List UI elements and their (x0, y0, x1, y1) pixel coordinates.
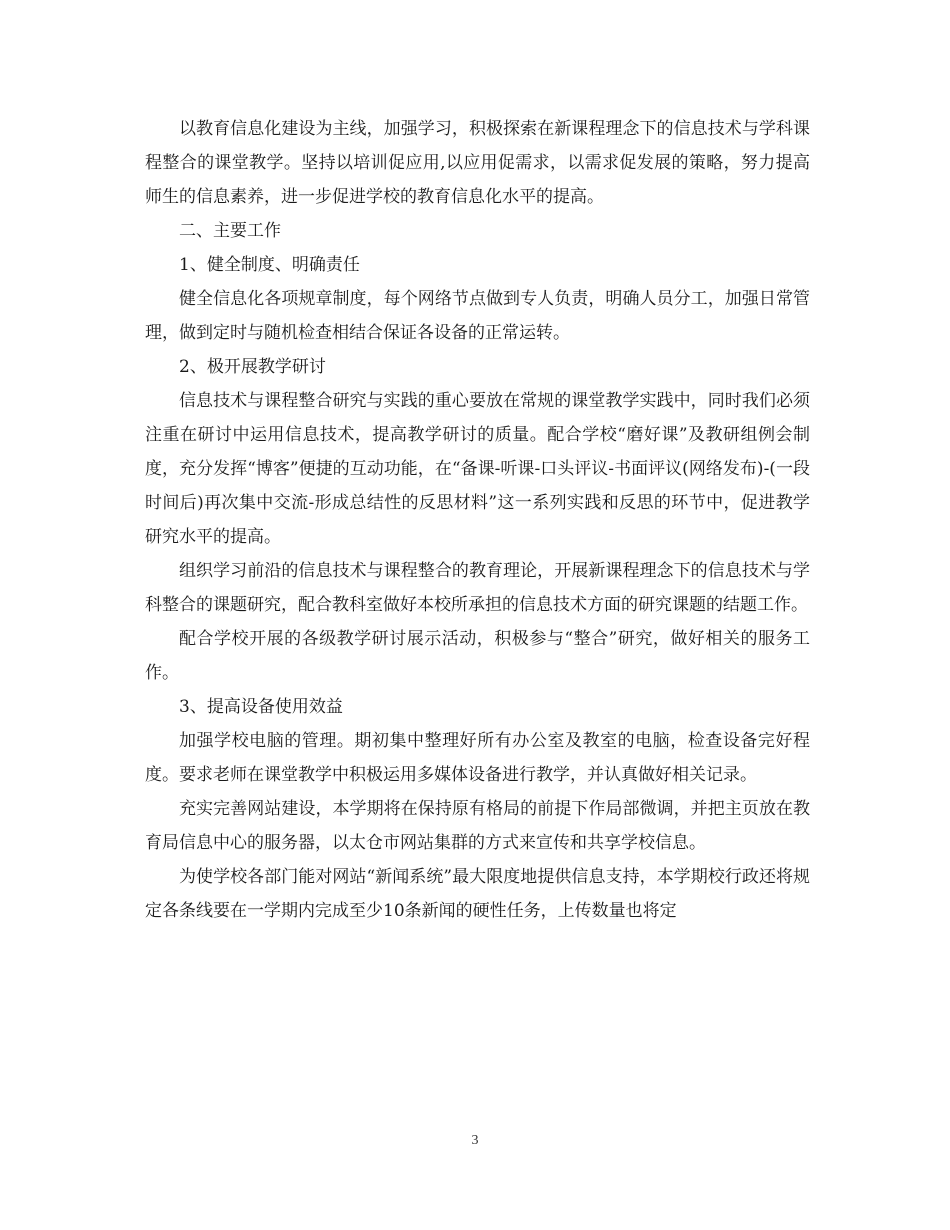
paragraph-study-theory: 组织学习前沿的信息技术与课程整合的教育理论，开展新课程理念下的信息技术与学科整合的课题研究，配合教科室做好本校所承担的信息技术方面的研究课题的结题工作。 (145, 561, 810, 615)
paragraph-cooperate-activities: 配合学校开展的各级教学研讨展示活动，积极参与“整合”研究，做好相关的服务工作。 (145, 629, 810, 683)
paragraph-rules: 健全信息化各项规章制度，每个网络节点做到专人负责，明确人员分工，加强日常管理，做到定时与随机检查相结合保证各设备的正常运转。 (145, 289, 810, 343)
document-body (145, 112, 810, 928)
paragraph-computer-management: 加强学校电脑的管理。期初集中整理好所有办公室及教室的电脑，检查设备完好程度。要求老师在课堂教学中积极运用多媒体设备进行教学，并认真做好相关记录。 (145, 731, 810, 785)
paragraph-intro: 以教育信息化建设为主线，加强学习，积极探索在新课程理念下的信息技术与学科课程整合的课堂教学。坚持以培训促应用,以应用促需求，以需求促发展的策略，努力提高师生的信息素养，进一步促进学校的教育信息化水平的提高。 (145, 119, 810, 207)
paragraph-research-focus: 信息技术与课程整合研究与实践的重心要放在常规的课堂教学实践中，同时我们必须注重在研讨中运用信息技术，提高教学研讨的质量。配合学校“磨好课”及教研组例会制度，充分发挥“博客”便捷的互动功能，在“备课-听课-口头评议-书面评议(网络发布)-(一段时间后)再次集中交流-形成总结性的反思材料”这一系列实践和反思的环节中，促进教学研究水平的提高。 (145, 391, 810, 547)
paragraph-website-construction: 充实完善网站建设，本学期将在保持原有格局的前提下作局部微调，并把主页放在教育局信息中心的服务器，以太仓市网站集群的方式来宣传和共享学校信息。 (145, 799, 810, 853)
subheading-system-responsibility: 1、健全制度、明确责任 (179, 255, 360, 275)
subheading-teaching-research: 2、极开展教学研讨 (179, 357, 326, 377)
section-heading-main-work: 二、主要工作 (179, 221, 281, 241)
subheading-equipment-efficiency: 3、提高设备使用效益 (179, 697, 343, 717)
page-number: 3 (471, 1133, 479, 1148)
paragraph-news-system: 为使学校各部门能对网站“新闻系统”最大限度地提供信息支持，本学期校行政还将规定各条线要在一学期内完成至少10条新闻的硬性任务，上传数量也将定 (145, 867, 810, 921)
